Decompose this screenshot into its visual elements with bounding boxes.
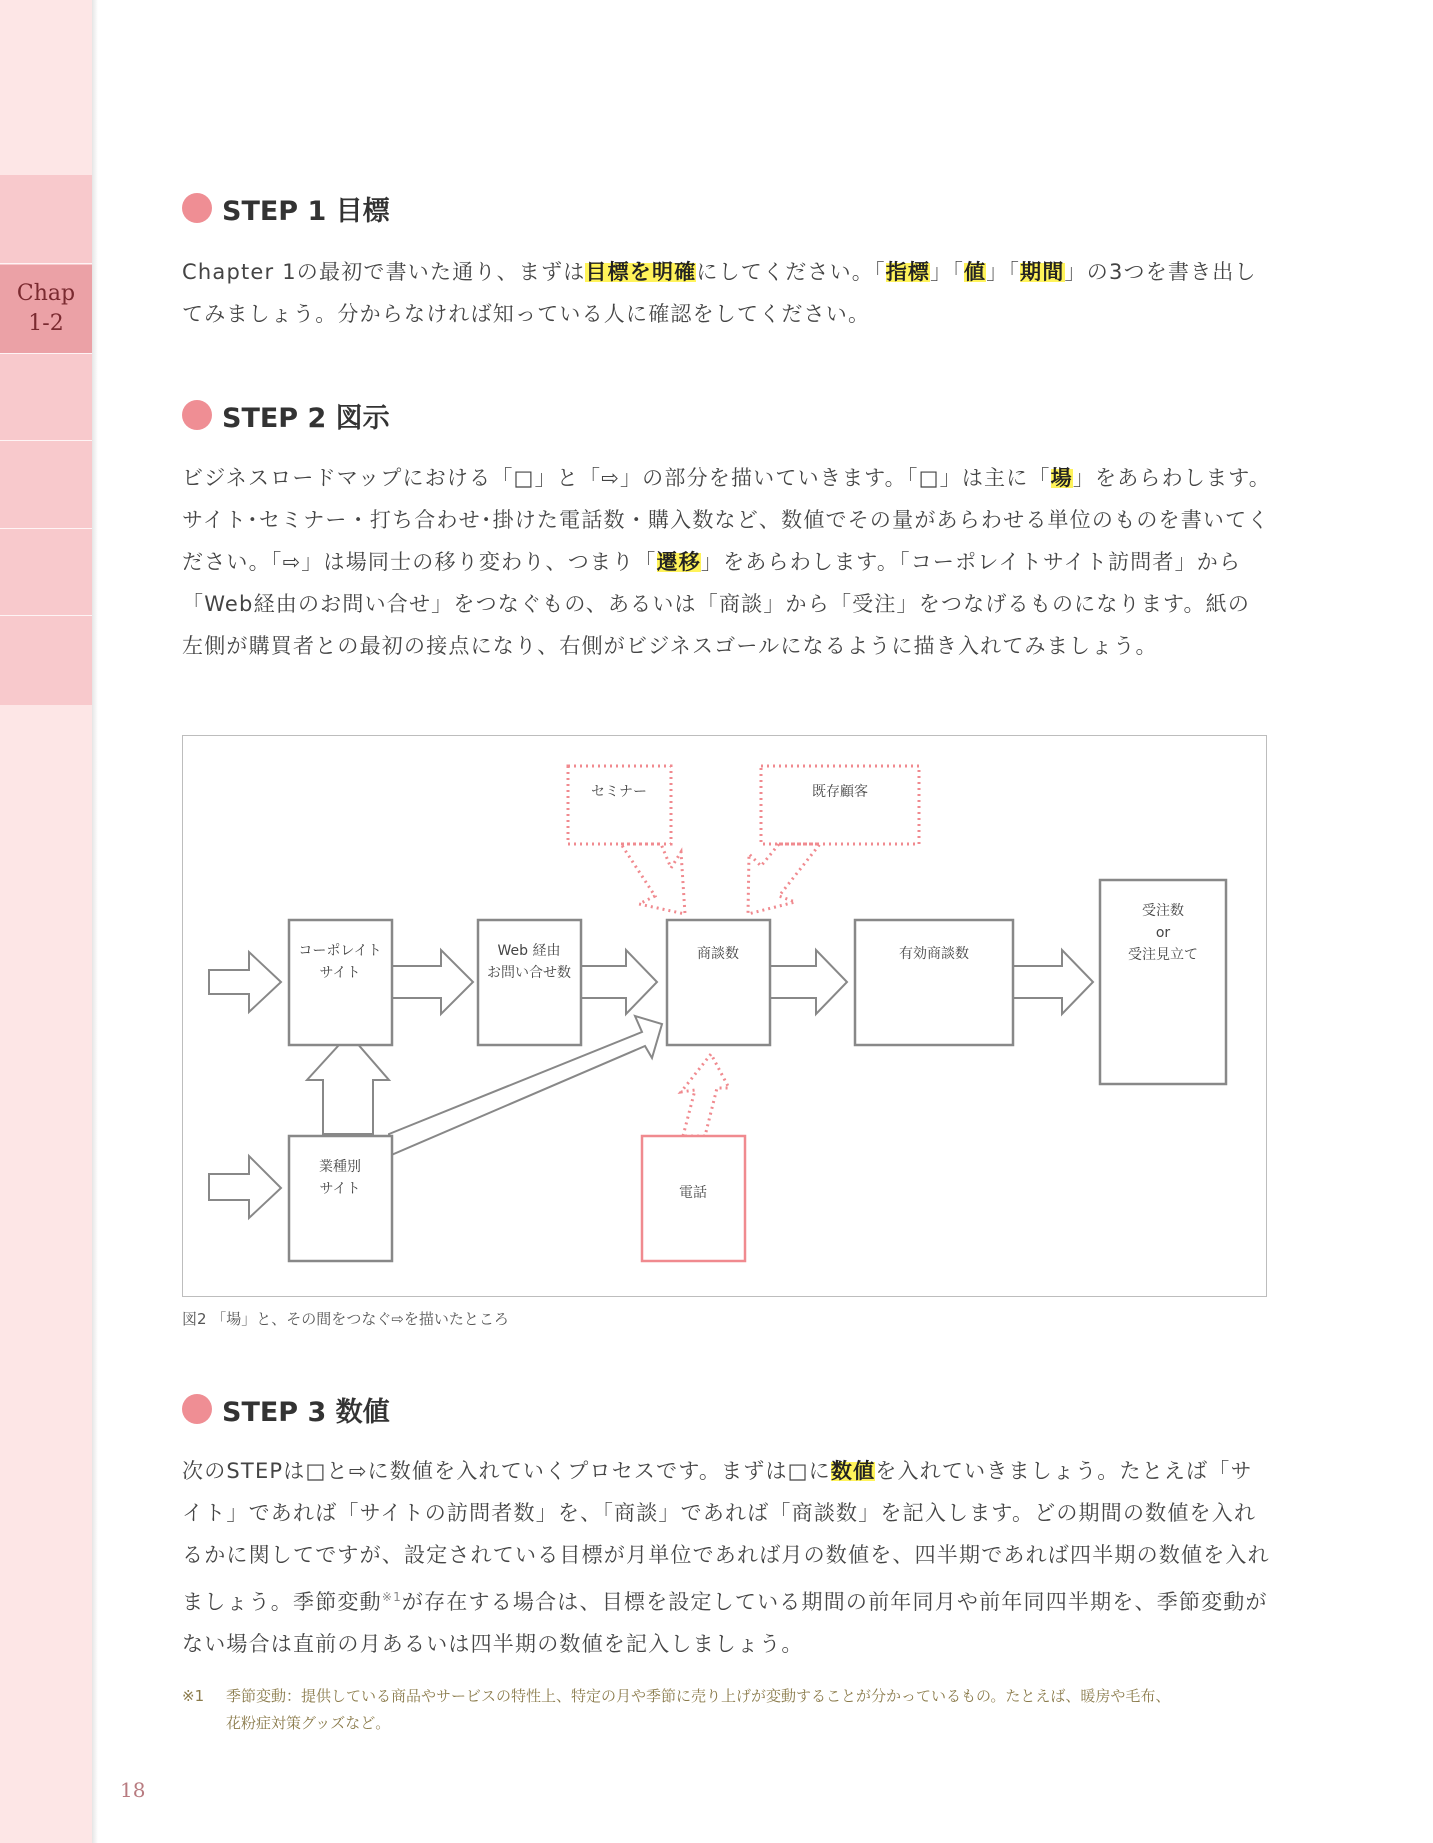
orders-label-3: 受注見立て [1128,947,1198,963]
step3-heading [182,1389,390,1429]
footnote-line-1: 季節変動：提供している商品やサービスの特性上、特定の月や季節に売り上げが変動することが分かっているもの。たとえば、暖房や毛布、 [226,1687,1171,1705]
web-inquiry-box [478,920,581,1045]
negotiation-label: 商談数 [697,946,739,962]
existing-customers-label: 既存顧客 [812,784,868,800]
industry-site-label-1: 業種別 [319,1159,361,1175]
text: 」の3つを書き出してみましょう。分からなければ知っている人に確認をしてください。 [182,260,1257,326]
step2-title: STEP 2 図示 [222,402,390,434]
step1-heading [182,188,390,228]
step2-paragraph [182,457,1272,667]
chapter-tabs [0,175,92,705]
corporate-site-box [289,920,392,1045]
entry-arrow-bottom [209,1156,281,1218]
footnote-ref[interactable]: ※1 [381,1590,402,1604]
highlight: 期間 [1020,260,1065,284]
chapter-tab-number: 1-2 [28,311,64,336]
bullet-dot-icon [182,400,212,430]
highlight: 場 [1050,466,1073,490]
seminar-box [568,766,671,844]
valid-negotiation-label: 有効商談数 [899,946,969,962]
corporate-site-label-2: サイト [319,965,361,981]
existing-customers-arrow [748,844,820,914]
step1-paragraph [182,251,1272,335]
negotiation-to-valid-arrow [767,950,847,1014]
text: 」「 [930,260,965,284]
page-number: 18 [120,1778,146,1802]
corporate-to-web-arrow [392,950,473,1014]
text: 」をあらわします。「コーポレイトサイト訪問者」から「Web経由のお問い合せ」をつなぐもの、あるいは「商談」から「受注」をつなげるものになります。紙の左側が購買者との最初の接点になり、右側がビジネスゴールになるように描き入れてみましょう。 [182,550,1251,658]
chapter-tab-label: Chap [16,281,76,306]
valid-negotiation-box [855,920,1013,1045]
text: ビジネスロードマップにおける「□」と「⇨」の部分を描いていきます。「□」は主に「 [182,466,1051,490]
phone-label: 電話 [679,1185,707,1201]
footnote-mark: ※1 [182,1687,205,1705]
text: が存在する場合は、目標を設定している期間の前年同月や前年同四半期を、季節変動がない場合は直前の月あるいは四半期の数値を記入しましょう。 [182,1590,1268,1656]
valid-to-orders-arrow [1013,950,1093,1014]
orders-label-2: or [1155,925,1171,941]
seminar-arrow [621,844,685,914]
figure-caption: 図2 「場」と、その間をつなぐ⇨を描いたところ [182,1310,509,1328]
highlight: 目標を明確 [585,260,697,284]
phone-arrow [681,1054,729,1136]
bullet-dot-icon [182,193,212,223]
step3-paragraph [182,1450,1272,1665]
footnote-line-2: 花粉症対策グッズなど。 [226,1714,391,1732]
web-inquiry-label-2: お問い合せ数 [487,965,571,981]
roadmap-figure [182,735,1267,1297]
text: 」「 [986,260,1021,284]
web-inquiry-label-1: Web 経由 [497,943,561,959]
entry-arrow-top [209,952,281,1012]
negotiation-box [667,920,770,1045]
industry-site-label-2: サイト [319,1181,361,1197]
roadmap-diagram [183,736,1268,1298]
industry-site-box [289,1136,392,1261]
existing-customers-box [761,766,919,844]
text: にしてください。「 [696,260,886,284]
corporate-site-label-1: コーポレイト [298,943,382,959]
footnote [182,1683,1272,1737]
highlight: 遷移 [656,550,701,574]
step1-title: STEP 1 目標 [222,195,390,227]
seminar-label: セミナー [591,784,647,800]
web-to-negotiation-arrow [578,950,657,1014]
highlight: 指標 [885,260,931,284]
industry-to-corporate-arrow [307,1034,389,1134]
step2-heading [182,395,390,435]
step3-title: STEP 3 数値 [222,1396,390,1428]
highlight: 値 [964,260,987,284]
chapter-tab-active[interactable] [0,265,92,353]
text: 次のSTEPは□と⇨に数値を入れていくプロセスです。まずは□に [182,1459,831,1483]
margin-shadow [92,0,98,1843]
orders-label-1: 受注数 [1142,903,1184,919]
text: 」をあらわします。サイト･セミナー・打ち合わせ･掛けた電話数・購入数など、数値でその量があらわせる単位のものを書いてください。「⇨」は場同士の移り変わり、つまり「 [182,466,1271,574]
text: を入れていきましょう。たとえば「サイト」であれば「サイトの訪問者数」を、「商談」であれば「商談数」を記入します。どの期間の数値を入れるかに関してですが、設定されている目標が月単位であれば月の数値を、四半期であれば四半期の数値を入れましょう。季節変動 [182,1459,1270,1614]
bullet-dot-icon [182,1394,212,1424]
text: Chapter 1の最初で書いた通り、まずは [182,260,586,284]
highlight: 数値 [830,1459,876,1483]
